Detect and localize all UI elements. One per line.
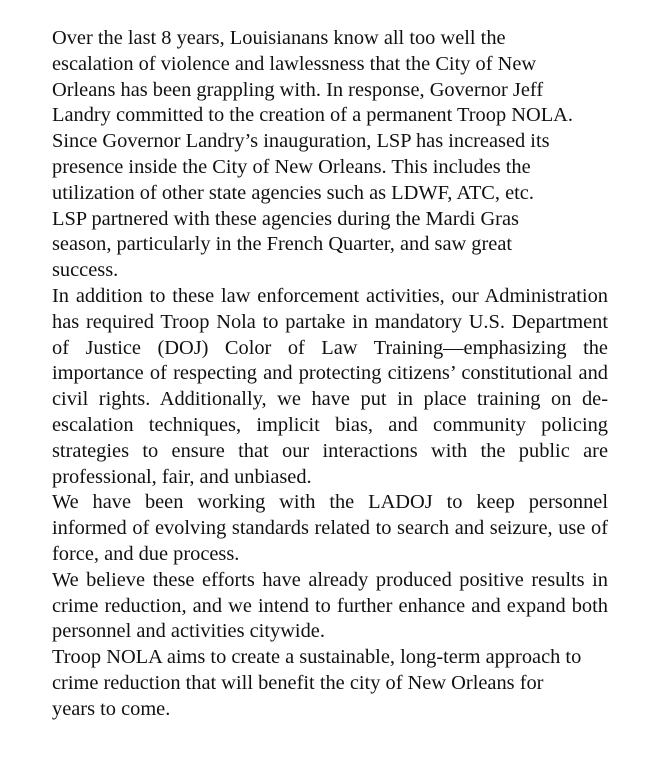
text-line: Since Governor Landry’s inauguration, LSP has increased its [52,130,550,153]
text-line: Orleans has been grappling with. In response, Governor Jeff [52,78,544,101]
text-line: LSP partnered with these agencies during the Mardi Gras [52,207,519,230]
paragraph-lsp-presence [52,129,624,206]
text-line: escalation of violence and lawlessness that the City of New [52,52,537,75]
text-line: Landry committed to the creation of a permanent Troop NOLA. [52,104,573,127]
paragraph-governor-commitment [52,26,624,129]
text-line: Troop NOLA aims to create a sustainable, long-term approach to [52,646,582,669]
paragraph-positive-results: We believe these efforts have already produced positive results in crime reduction, and we intend to further enhance and expand both personnel and activities citywide. [52,568,608,643]
paragraph-long-term-approach [52,645,624,722]
text-line: crime reduction that will benefit the city of New Orleans for [52,671,544,694]
text-line: success. [52,259,119,282]
document-body [52,26,624,723]
text-line: utilization of other state agencies such as LDWF, ATC, etc. [52,181,534,204]
text-line: Over the last 8 years, Louisianans know all too well the [52,27,506,49]
paragraph-mardi-gras-partnership [52,207,624,284]
text-line: presence inside the City of New Orleans. This includes the [52,155,531,178]
text-line: years to come. [52,697,171,720]
text-line: season, particularly in the French Quarter, and saw great [52,233,513,256]
paragraph-training-requirements: In addition to these law enforcement activities, our Administration has required Troop Nola to partake in mandatory U.S. Department of Justice (DOJ) Color of Law Training—emphasizing the importance of respecting and protecting citizens’ constitutional and civil rights. Additionally, we have put in place training on de-escalation techniques, implicit bias, and community policing strategies to ensure that our interactions with the public are professional, fair, and unbiased. [52,284,608,488]
paragraph-ladoj-standards: We have been working with the LADOJ to keep personnel informed of evolving standards related to search and seizure, use of force, and due process. [52,491,608,565]
